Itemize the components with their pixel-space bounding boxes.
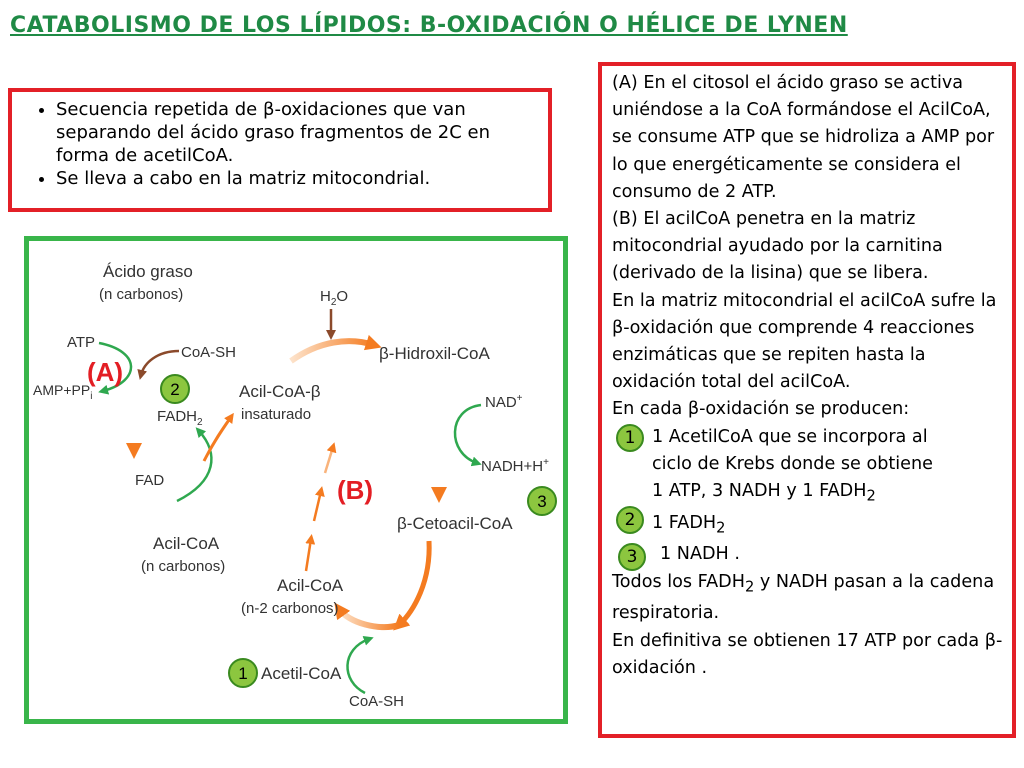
diagram-badge-1-text: 1 bbox=[238, 664, 248, 683]
acetil-coa-label: Acetil-CoA bbox=[261, 664, 342, 683]
coa-sh-arrow bbox=[141, 351, 179, 375]
coa-sh-bottom-arrow bbox=[347, 639, 369, 693]
conclusion-text: En definitiva se obtienen 17 ATP por cada β-oxidación . bbox=[612, 630, 1003, 678]
page-title: CATABOLISMO DE LOS LÍPIDOS: Β-OXIDACIÓN O HÉLICE DE LYNEN bbox=[10, 13, 848, 38]
products-list bbox=[612, 424, 1004, 569]
product-1-line-1: 1 AcetilCoA que se incorpora al bbox=[652, 426, 928, 447]
fadh2-label: $FADH_2$ bbox=[157, 408, 203, 428]
respiratory-pre: Todos los FADH bbox=[612, 571, 745, 592]
beta-oxidation-diagram bbox=[29, 241, 563, 719]
thiolysis-arrow-back bbox=[339, 609, 399, 627]
label-a: (A) bbox=[87, 357, 124, 387]
respiratory-chain-text bbox=[612, 569, 1004, 628]
nad-label: NAD+ bbox=[485, 393, 523, 411]
product-2-text: 1 FADH bbox=[652, 512, 717, 533]
summary-box bbox=[8, 88, 552, 212]
respiratory-post: y NADH pasan a la cadena respiratoria. bbox=[612, 571, 995, 624]
fad-label: FAD bbox=[135, 472, 165, 489]
acil-coa-beta-label: Acil-CoA-β bbox=[239, 382, 321, 401]
summary-bullet-1: • Secuencia repetida de β-oxidaciones que van separando del ácido graso fragmentos de 2C en forma de acetilCoA. bbox=[56, 98, 538, 167]
label-b: (B) bbox=[337, 475, 374, 505]
step-badge-2: 2 bbox=[616, 506, 644, 534]
diagram-badge-2-text: 2 bbox=[170, 380, 180, 399]
product-1-line-3: 1 ATP, 3 NADH y 1 FADH bbox=[652, 481, 867, 502]
hydration-arrow bbox=[291, 341, 374, 361]
product-2 bbox=[612, 510, 1004, 542]
explanation-a: (A) En el citosol el ácido graso se activa uniéndose a la CoA formándose el AcilCoA, se consume ATP que se hidroliza a AMP por lo que energéticamente se considera el consumo de 2 ATP. bbox=[612, 73, 995, 202]
fad-fadh2-arrow bbox=[177, 431, 211, 501]
explanation-matrix: En la matriz mitocondrial el acilCoA sufre la β-oxidación que comprende 4 reacciones enzimáticas que se repiten hasta la oxidación total del acilCoA. bbox=[612, 290, 997, 393]
coa-sh-label: CoA-SH bbox=[181, 344, 237, 361]
nadh-label: NADH+H+ bbox=[481, 457, 549, 475]
product-1-line-2: ciclo de Krebs donde se obtiene bbox=[652, 453, 933, 474]
product-2-subscript: 2 bbox=[716, 519, 726, 537]
product-1-subscript: 2 bbox=[866, 487, 876, 505]
insaturado-label: insaturado bbox=[241, 406, 312, 423]
amp-ppi-label: $AMP+PP_i$ bbox=[33, 382, 93, 402]
cycle-arrow-small-3 bbox=[325, 447, 333, 473]
explanation-box bbox=[598, 62, 1016, 738]
acil-coa-n2-carbons: (n-2 carbonos) bbox=[241, 600, 339, 617]
acido-graso-label: Ácido graso bbox=[103, 262, 193, 281]
acil-coa-label: Acil-CoA bbox=[153, 534, 220, 553]
product-3-text: 1 NADH . bbox=[660, 544, 740, 565]
diagram-badge-3-text: 3 bbox=[537, 492, 547, 511]
step-badge-3: 3 bbox=[618, 543, 646, 571]
cycle-arrow-small-1 bbox=[306, 539, 311, 571]
respiratory-subscript: 2 bbox=[744, 578, 755, 596]
acido-graso-carbons: (n carbonos) bbox=[99, 286, 184, 303]
cycle-arrow-small-2 bbox=[314, 491, 321, 521]
products-intro: En cada β-oxidación se producen: bbox=[612, 399, 910, 420]
cycle-arrow-to-insaturado bbox=[204, 417, 231, 461]
product-3 bbox=[612, 541, 1004, 568]
acil-coa-n2-label: Acil-CoA bbox=[277, 576, 344, 595]
diagram-box bbox=[24, 236, 568, 724]
coa-sh-bottom-label: CoA-SH bbox=[349, 693, 405, 710]
h2o-label: $H_2O$ bbox=[320, 288, 349, 308]
nad-nadh-arrow bbox=[455, 405, 481, 463]
acil-coa-carbons: (n carbonos) bbox=[141, 558, 226, 575]
explanation-b: (B) El acilCoA penetra en la matriz mitocondrial ayudado por la carnitina (derivado de la lisina) que se libera. bbox=[612, 209, 943, 284]
thiolysis-arrow-down bbox=[399, 541, 429, 625]
summary-list bbox=[26, 98, 538, 190]
step-badge-1: 1 bbox=[616, 424, 644, 452]
product-1 bbox=[612, 424, 1004, 510]
hidroxil-label: β-Hidroxil-CoA bbox=[379, 344, 490, 363]
summary-bullet-2: • Se lleva a cabo en la matriz mitocondrial. bbox=[56, 167, 538, 190]
atp-label: ATP bbox=[67, 334, 96, 351]
cetoacil-label: β-Cetoacil-CoA bbox=[397, 514, 513, 533]
